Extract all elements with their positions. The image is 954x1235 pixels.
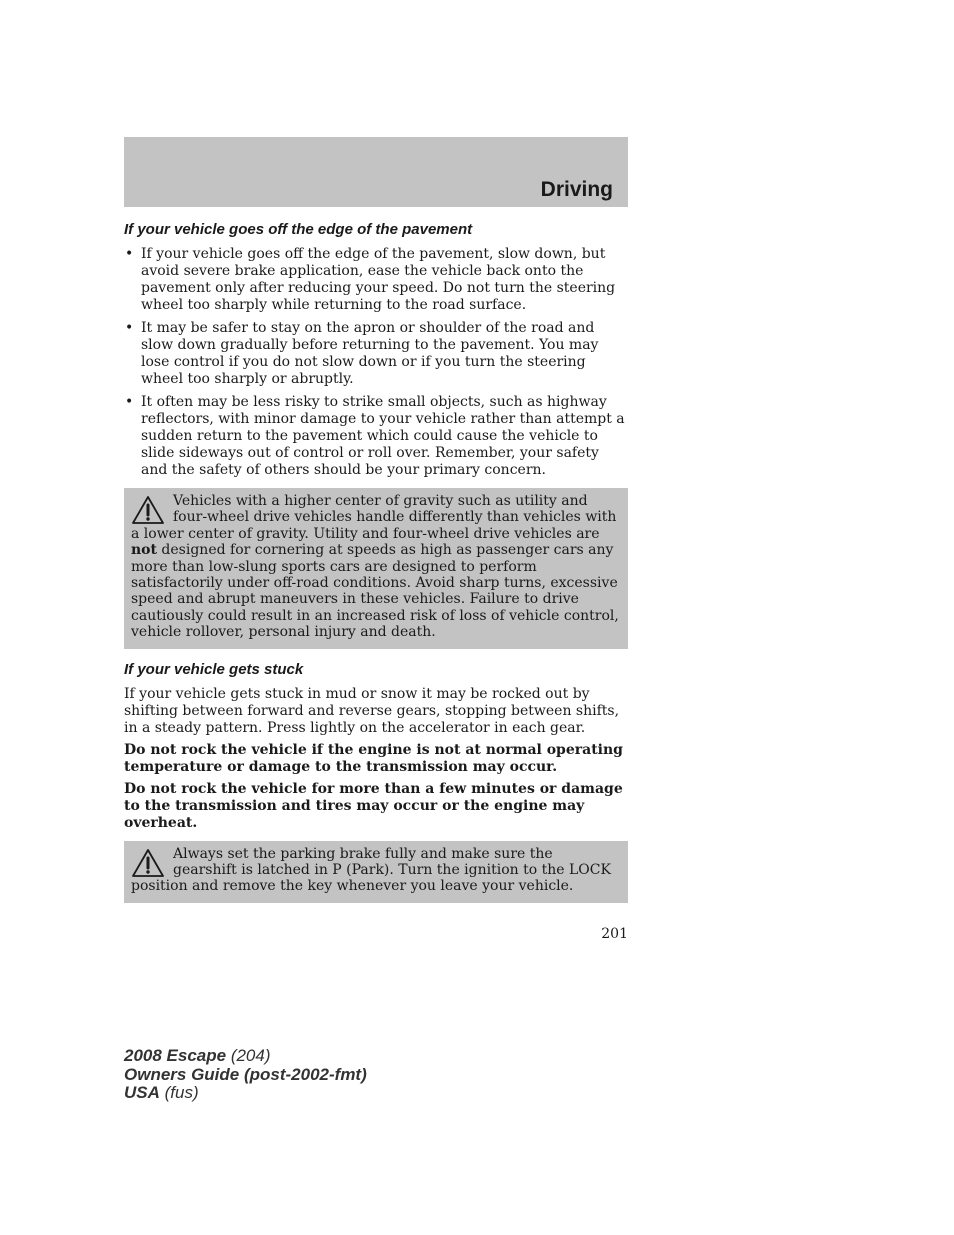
warning-box-center-of-gravity xyxy=(124,488,628,649)
document-footer xyxy=(124,1047,367,1103)
footer-line-guide: Owners Guide (post-2002-fmt) xyxy=(124,1064,367,1084)
bullet-icon: • xyxy=(125,246,134,262)
list-item-text: It may be safer to stay on the apron or shoulder of the road and slow down gradually before returning to the pavement. You may lose control if you do not slow down or if you turn the steering wheel too sharply or abruptly. xyxy=(141,320,599,387)
list-item-text: If your vehicle goes off the edge of the pavement, slow down, but avoid severe brake application, ease the vehicle back onto the pavement only after reducing your speed. Do not turn the steering wheel too sharply while returning to the road surface. xyxy=(141,246,616,313)
stuck-caution-duration: Do not rock the vehicle for more than a few minutes or damage to the transmission and tires may occur or the engine may overheat. xyxy=(124,780,623,831)
warning-emphasis: not xyxy=(131,542,157,559)
warning-triangle-icon xyxy=(131,848,165,878)
page-number: 201 xyxy=(601,926,628,942)
footer-line-market: USA (fus) xyxy=(124,1083,199,1102)
warning-triangle-icon xyxy=(131,495,165,525)
list-item xyxy=(124,246,628,314)
list-item-text: It often may be less risky to strike small objects, such as highway reflectors, with minor damage to your vehicle rather than attempt a sudden return to the pavement which could cause the vehicle to slide sideways out of control or roll over. Remember, your safety and the safety of others should be your primary concern. xyxy=(141,394,625,478)
stuck-paragraph: If your vehicle gets stuck in mud or snow it may be rocked out by shifting between forward and reverse gears, stopping between shifts, in a steady pattern. Press lightly on the accelerator in each gear. xyxy=(124,685,620,736)
footer-line-model: 2008 Escape (204) xyxy=(124,1046,271,1065)
list-item xyxy=(124,320,628,388)
off-pavement-list xyxy=(124,246,628,479)
warning-box-parking xyxy=(124,841,628,903)
warning-text: Always set the parking brake fully and make sure the gearshift is latched in P (Park). Turn the ignition to the LOCK position and remove the key whenever you leave your vehicle. xyxy=(131,845,611,895)
heading-off-pavement: If your vehicle goes off the edge of the pavement xyxy=(124,221,473,238)
list-item xyxy=(124,394,628,479)
section-title: Driving xyxy=(540,178,613,201)
bullet-icon: • xyxy=(125,320,134,336)
section-header-band xyxy=(124,137,628,207)
warning-text: designed for cornering at speeds as high as passenger cars any more than low-slung sports cars are designed to perform satisfactorily under off-road conditions. Avoid sharp turns, excessive speed and abrupt maneuvers in these vehicles. Failure to drive cautiously could result in an increased risk of loss of vehicle control, vehicle rollover, personal injury and death. xyxy=(131,542,619,641)
stuck-caution-temperature: Do not rock the vehicle if the engine is not at normal operating temperature or damage to the transmission may occur. xyxy=(124,741,623,775)
page-content xyxy=(124,221,628,915)
warning-text: Vehicles with a higher center of gravity such as utility and four-wheel drive vehicles handle differently than vehicles with a lower center of gravity. Utility and four-wheel drive vehicles are xyxy=(131,493,617,542)
bullet-icon: • xyxy=(125,394,134,410)
heading-stuck: If your vehicle gets stuck xyxy=(124,660,304,678)
